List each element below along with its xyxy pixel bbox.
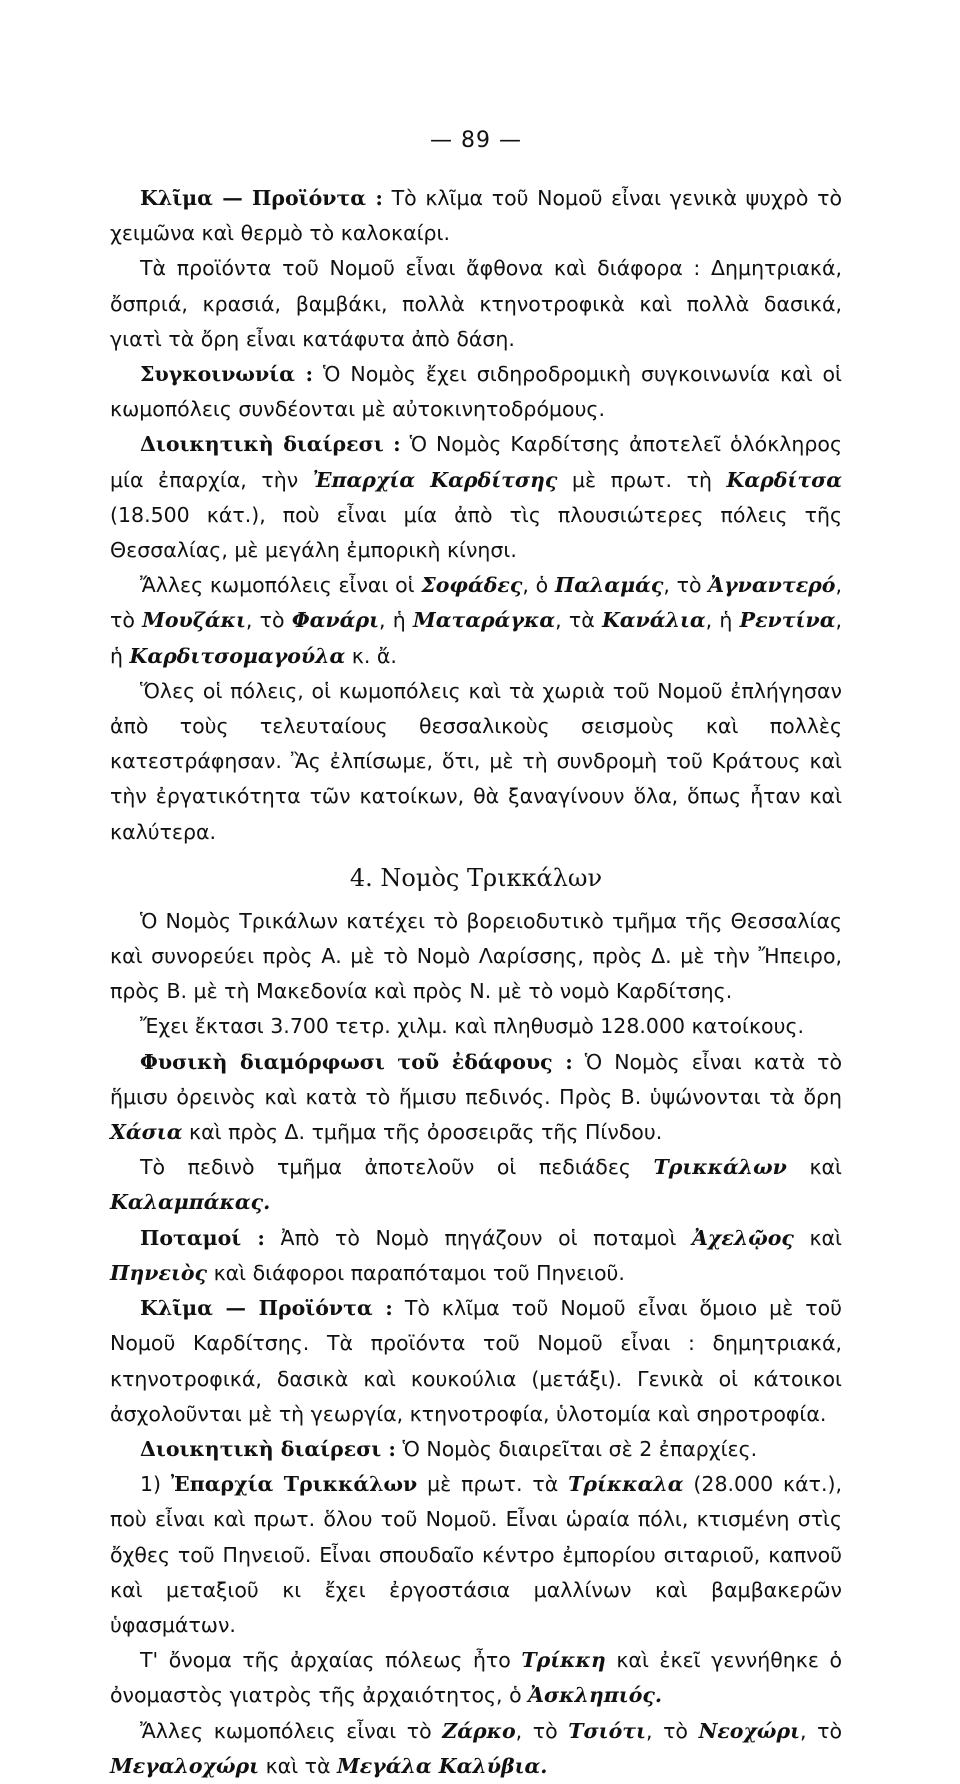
paragraph-text: , τὸ xyxy=(645,1718,699,1743)
heading-transport: Συγκοινωνία : xyxy=(140,362,314,387)
emphasis-name: Ζάρκο xyxy=(442,1718,516,1743)
paragraph-text: Τ' ὄνομα τῆς ἀρχαίας πόλεως ἦτο xyxy=(140,1648,522,1673)
emphasis-name: Καρδίτσα xyxy=(726,467,843,492)
emphasis-name: Καλαμπάκας. xyxy=(110,1190,271,1215)
paragraph-text: Ἄλλες κωμοπόλεις εἶναι οἱ xyxy=(140,573,422,598)
paragraph-text: , ἡ xyxy=(705,608,740,633)
earthquake-paragraph xyxy=(110,674,842,850)
towns-paragraph xyxy=(110,568,842,674)
paragraph-text: , τὸ xyxy=(245,608,292,633)
paragraph-text: Ἄλλες κωμοπόλεις εἶναι τὸ xyxy=(140,1718,443,1743)
paragraph-text: Τὰ προϊόντα τοῦ Νομοῦ εἶναι ἄφθονα καὶ διάφορα : Δημητριακά, ὄσπριά, κρασιά, βαμβάκι, πολλὰ κτηνοτροφικὰ καὶ πολλὰ δασικά, γιατὶ τὰ ὄρη εἶναι κατάφυτα ἀπὸ δάση. xyxy=(110,256,842,351)
emphasis-name: Τρίκκη xyxy=(521,1648,606,1673)
emphasis-name: Νεοχώρι xyxy=(698,1718,801,1743)
products-paragraph xyxy=(110,251,842,357)
paragraph-text: (28.000 κάτ.), ποὺ εἶναι καὶ πρωτ. ὅλου τοῦ Νομοῦ. Εἶναι ὡραία πόλι, κτισμένη στὶς ὄχθες τοῦ Πηνειοῦ. Εἶναι σπουδαῖο κέντρο ἐμπορίου σιταριοῦ, καπνοῦ καὶ μεταξιοῦ κι ἔχει ἐργοστάσια μαλλίνων καὶ βαμβακερῶν ὑφασμάτων. xyxy=(110,1472,842,1637)
paragraph-text: , τὸ xyxy=(800,1718,843,1743)
emphasis-name: Χάσια xyxy=(110,1120,183,1145)
paragraph-text: , ἡ xyxy=(110,608,843,668)
paragraph-text: καὶ πρὸς Δ. τμῆμα τῆς ὀροσειρᾶς τῆς Πίνδου. xyxy=(182,1120,663,1145)
list-number: 1) xyxy=(140,1472,171,1497)
paragraph-text: μὲ πρωτ. τὴ xyxy=(557,467,727,492)
trikala-province-paragraph xyxy=(110,1467,842,1643)
emphasis-name: Ἀγναντερό xyxy=(708,573,836,598)
heading-terrain: Φυσικὴ διαμόρφωσι τοῦ ἐδάφους : xyxy=(140,1049,573,1074)
heading-climate-products: Κλῖμα — Προϊόντα : xyxy=(140,1296,393,1321)
emphasis-name: Τρικκάλων xyxy=(653,1155,787,1180)
climate-products-paragraph-2 xyxy=(110,1291,842,1432)
transport-paragraph xyxy=(110,357,842,427)
emphasis-name: Μεγαλοχώρι xyxy=(110,1753,260,1778)
paragraph-text: Ὁ Νομὸς Καρδίτσης ἀποτελεῖ ὁλόκληρος μία ἐπαρχία, τὴν xyxy=(110,432,842,492)
emphasis-name: Κανάλια xyxy=(601,608,706,633)
paragraph-text: καὶ xyxy=(793,1225,842,1250)
paragraph-text: , τὸ xyxy=(663,573,709,598)
section-title: 4. Νομὸς Τρικκάλων xyxy=(349,863,603,892)
paragraph-text: Ἀπὸ τὸ Νομὸ πηγάζουν οἱ ποταμοὶ xyxy=(264,1225,692,1250)
terrain-paragraph xyxy=(110,1045,842,1151)
paragraph-text: καὶ xyxy=(786,1155,842,1180)
area-population-paragraph xyxy=(110,1009,842,1044)
emphasis-name: Φανάρι xyxy=(291,608,379,633)
emphasis-name: Μεγάλα Καλύβια. xyxy=(337,1753,548,1778)
paragraph-text: , τὸ xyxy=(515,1718,569,1743)
plains-paragraph xyxy=(110,1150,842,1220)
paragraph-text: Τὸ πεδινὸ τμῆμα ἀποτελοῦν οἱ πεδιάδες xyxy=(140,1155,654,1180)
ancient-name-paragraph xyxy=(110,1643,842,1713)
other-towns-paragraph xyxy=(110,1714,842,1784)
paragraph-text: Ὁ Νομὸς Τρικάλων κατέχει τὸ βορειοδυτικὸ τμῆμα τῆς Θεσσαλίας καὶ συνορεύει πρὸς Α. μὲ τὸ Νομὸ Λαρίσσης, πρὸς Δ. μὲ τὴν Ἤπειρο, πρὸς Β. μὲ τὴ Μακεδονία καὶ πρὸς Ν. μὲ τὸ νομὸ Καρδίτσης. xyxy=(110,908,842,1004)
borders-paragraph xyxy=(110,904,842,1010)
rivers-paragraph xyxy=(110,1221,842,1291)
emphasis-name: Μουζάκι xyxy=(142,608,246,633)
paragraph-text: Ὁ Νομὸς διαιρεῖται σὲ 2 ἐπαρχίες. xyxy=(395,1436,758,1461)
paragraph-text: Ὁ Νομὸς εἶναι κατὰ τὸ ἥμισυ ὀρεινὸς καὶ κατὰ τὸ ἥμισυ πεδινός. Πρὸς Β. ὑψώνονται τὰ ὄρη xyxy=(110,1049,842,1109)
emphasis-name: Ρεντίνα xyxy=(739,608,836,633)
emphasis-name: Ἀσκληπιός. xyxy=(528,1683,663,1708)
page-number: — 89 — xyxy=(430,128,522,153)
administration-paragraph xyxy=(110,427,842,568)
paragraph-text: , τὰ xyxy=(555,608,602,633)
paragraph-text: , ἡ xyxy=(379,608,413,633)
paragraph-text: μὲ πρωτ. τὰ xyxy=(417,1472,569,1497)
paragraph-text: Ὅλες οἱ πόλεις, οἱ κωμοπόλεις καὶ τὰ χωριὰ τοῦ Νομοῦ ἐπλήγησαν ἀπὸ τοὺς τελευταίους θεσσαλικοὺς σεισμοὺς καὶ πολλὲς κατεστράφησαν. Ἂς ἐλπίσωμε, ὅτι, μὲ τὴ συνδρομὴ τοῦ Κράτους καὶ τὴν ἐργατικότητα τῶν κατοίκων, θὰ ξαναγίνουν ὅλα, ὅπως ἦταν καὶ καλύτερα. xyxy=(110,678,842,844)
heading-administration: Διοικητικὴ διαίρεσι : xyxy=(140,1436,396,1461)
emphasis-name: Τρίκκαλα xyxy=(568,1472,684,1497)
emphasis-name: Ἐπαρχία Καρδίτσης xyxy=(312,467,558,492)
paragraph-text: , ὁ xyxy=(522,573,555,598)
heading-climate-products: Κλῖμα — Προϊόντα : xyxy=(140,186,383,210)
emphasis-name: Πηνειὸς xyxy=(110,1260,208,1285)
emphasis-name: Τσιότι xyxy=(568,1718,646,1743)
paragraph-text: , τὸ xyxy=(110,573,842,633)
paragraph-text: (18.500 κάτ.), ποὺ εἶναι μία ἀπὸ τὶς πλουσιώτερες πόλεις τῆς Θεσσαλίας, μὲ μεγάλη ἐμπορικὴ κίνησι. xyxy=(110,502,842,563)
emphasis-name: Ἀχελῷος xyxy=(691,1225,794,1250)
paragraph-text: καὶ τὰ xyxy=(259,1753,338,1778)
heading-rivers: Ποταμοί : xyxy=(140,1225,265,1250)
paragraph-text: Ἔχει ἔκτασι 3.700 τετρ. χιλμ. καὶ πληθυσμὸ 128.000 κατοίκους. xyxy=(140,1014,805,1039)
administration-paragraph-2 xyxy=(110,1432,842,1467)
heading-province: Ἐπαρχία Τρικκάλων xyxy=(170,1472,418,1497)
paragraph-text: καὶ διάφοροι παραπόταμοι τοῦ Πηνειοῦ. xyxy=(207,1260,625,1285)
emphasis-name: Καρδιτσομαγούλα xyxy=(129,643,346,668)
paragraph-text: Τὸ κλῖμα τοῦ Νομοῦ εἶναι γενικὰ ψυχρὸ τὸ χειμῶνα καὶ θερμὸ τὸ καλοκαίρι. xyxy=(110,186,842,246)
emphasis-name: Ματαράγκα xyxy=(413,608,556,633)
heading-administration: Διοικητικὴ διαίρεσι : xyxy=(140,432,401,457)
climate-products-paragraph xyxy=(110,181,842,251)
paragraph-text: καὶ ἐκεῖ γεννήθηκε ὁ ὀνομαστὸς γιατρὸς τῆς ἀρχαιότητος, ὁ xyxy=(110,1648,843,1708)
emphasis-name: Παλαμάς xyxy=(554,573,664,598)
emphasis-name: Σοφάδες xyxy=(421,573,523,598)
paragraph-text: κ. ἄ. xyxy=(345,643,397,668)
paragraph-text: Τὸ κλῖμα τοῦ Νομοῦ εἶναι ὅμοιο μὲ τοῦ Νομοῦ Καρδίτσης. Τὰ προϊόντα τοῦ Νομοῦ εἶναι : δημητριακά, κτηνοτροφικά, δασικὰ καὶ κουκούλια (μετάξι). Γενικὰ οἱ κάτοικοι ἀσχολοῦνται μὲ τὴ γεωργία, κτηνοτροφία, ὑλοτομία καὶ σηροτροφία. xyxy=(110,1296,842,1426)
paragraph-text: Ὁ Νομὸς ἔχει σιδηροδρομικὴ συγκοινωνία καὶ οἱ κωμοπόλεις συνδέονται μὲ αὐτοκινητοδρόμους. xyxy=(110,362,842,422)
